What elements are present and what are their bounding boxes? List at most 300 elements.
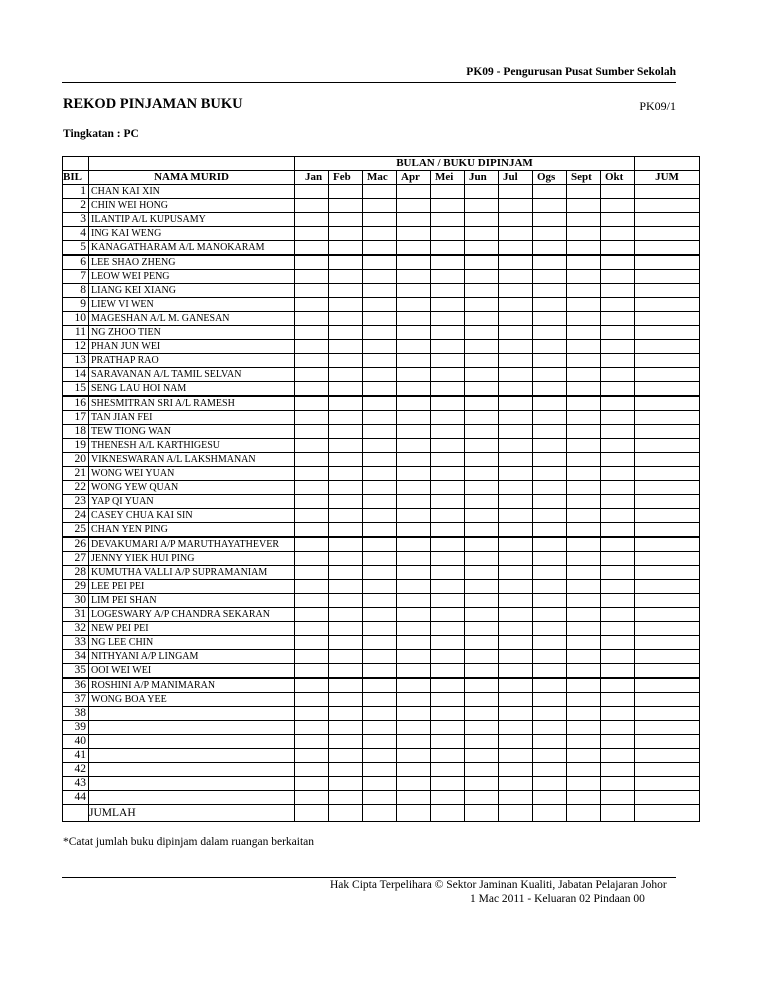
month-cell[interactable] [363,608,397,622]
month-cell[interactable] [397,749,431,763]
month-cell[interactable] [465,425,499,439]
month-cell[interactable] [567,608,601,622]
month-cell[interactable] [465,213,499,227]
month-cell[interactable] [533,255,567,270]
row-total-cell[interactable] [635,735,700,749]
month-cell[interactable] [499,763,533,777]
month-cell[interactable] [465,523,499,538]
month-cell[interactable] [431,439,465,453]
month-cell[interactable] [601,241,635,256]
month-cell[interactable] [295,298,329,312]
month-cell[interactable] [465,749,499,763]
month-cell[interactable] [601,608,635,622]
month-cell[interactable] [567,721,601,735]
month-cell[interactable] [363,312,397,326]
month-cell[interactable] [465,777,499,791]
month-cell[interactable] [329,636,363,650]
month-cell[interactable] [567,396,601,411]
month-cell[interactable] [329,382,363,397]
month-cell[interactable] [465,608,499,622]
month-cell[interactable] [363,213,397,227]
month-cell[interactable] [533,749,567,763]
month-cell[interactable] [533,566,567,580]
month-cell[interactable] [295,270,329,284]
month-cell[interactable] [567,537,601,552]
month-cell[interactable] [567,326,601,340]
row-total-cell[interactable] [635,270,700,284]
month-cell[interactable] [533,678,567,693]
month-cell[interactable] [567,340,601,354]
month-cell[interactable] [499,791,533,805]
month-cell[interactable] [431,199,465,213]
month-cell[interactable] [295,523,329,538]
month-cell[interactable] [363,707,397,721]
month-cell[interactable] [363,340,397,354]
month-cell[interactable] [533,735,567,749]
month-cell[interactable] [329,622,363,636]
row-total-cell[interactable] [635,382,700,397]
month-cell[interactable] [329,227,363,241]
row-total-cell[interactable] [635,185,700,199]
month-cell[interactable] [363,481,397,495]
month-cell[interactable] [329,509,363,523]
month-cell[interactable] [567,368,601,382]
month-cell[interactable] [295,650,329,664]
month-cell[interactable] [329,594,363,608]
month-cell[interactable] [465,255,499,270]
month-cell[interactable] [465,439,499,453]
month-cell[interactable] [601,453,635,467]
row-total-cell[interactable] [635,636,700,650]
month-cell[interactable] [431,622,465,636]
month-cell[interactable] [567,467,601,481]
total-cell[interactable] [329,805,363,822]
row-total-cell[interactable] [635,312,700,326]
total-cell[interactable] [567,805,601,822]
month-cell[interactable] [431,411,465,425]
month-cell[interactable] [601,693,635,707]
month-cell[interactable] [465,270,499,284]
month-cell[interactable] [329,537,363,552]
month-cell[interactable] [533,509,567,523]
month-cell[interactable] [499,326,533,340]
month-cell[interactable] [397,537,431,552]
month-cell[interactable] [295,791,329,805]
month-cell[interactable] [295,439,329,453]
month-cell[interactable] [601,622,635,636]
month-cell[interactable] [295,693,329,707]
month-cell[interactable] [295,368,329,382]
month-cell[interactable] [601,594,635,608]
month-cell[interactable] [601,791,635,805]
month-cell[interactable] [363,411,397,425]
month-cell[interactable] [431,580,465,594]
month-cell[interactable] [329,255,363,270]
month-cell[interactable] [567,382,601,397]
month-cell[interactable] [533,368,567,382]
month-cell[interactable] [601,495,635,509]
month-cell[interactable] [567,580,601,594]
month-cell[interactable] [397,791,431,805]
month-cell[interactable] [431,382,465,397]
month-cell[interactable] [295,622,329,636]
month-cell[interactable] [431,664,465,679]
month-cell[interactable] [431,368,465,382]
month-cell[interactable] [363,523,397,538]
month-cell[interactable] [363,693,397,707]
month-cell[interactable] [363,284,397,298]
month-cell[interactable] [363,721,397,735]
month-cell[interactable] [329,523,363,538]
month-cell[interactable] [499,749,533,763]
month-cell[interactable] [465,566,499,580]
month-cell[interactable] [465,622,499,636]
month-cell[interactable] [295,664,329,679]
month-cell[interactable] [601,284,635,298]
month-cell[interactable] [431,354,465,368]
month-cell[interactable] [533,270,567,284]
month-cell[interactable] [567,298,601,312]
month-cell[interactable] [431,298,465,312]
month-cell[interactable] [329,425,363,439]
month-cell[interactable] [431,537,465,552]
month-cell[interactable] [533,552,567,566]
month-cell[interactable] [533,439,567,453]
month-cell[interactable] [465,284,499,298]
month-cell[interactable] [363,777,397,791]
month-cell[interactable] [295,326,329,340]
month-cell[interactable] [499,707,533,721]
month-cell[interactable] [431,396,465,411]
month-cell[interactable] [431,523,465,538]
month-cell[interactable] [363,678,397,693]
month-cell[interactable] [499,185,533,199]
month-cell[interactable] [465,453,499,467]
month-cell[interactable] [295,636,329,650]
month-cell[interactable] [533,312,567,326]
month-cell[interactable] [295,255,329,270]
month-cell[interactable] [397,622,431,636]
month-cell[interactable] [295,312,329,326]
month-cell[interactable] [499,509,533,523]
month-cell[interactable] [295,537,329,552]
total-cell[interactable] [295,805,329,822]
month-cell[interactable] [431,255,465,270]
month-cell[interactable] [533,227,567,241]
month-cell[interactable] [397,298,431,312]
month-cell[interactable] [533,777,567,791]
month-cell[interactable] [601,396,635,411]
month-cell[interactable] [397,566,431,580]
month-cell[interactable] [533,537,567,552]
month-cell[interactable] [431,213,465,227]
month-cell[interactable] [601,523,635,538]
month-cell[interactable] [533,326,567,340]
month-cell[interactable] [533,636,567,650]
month-cell[interactable] [465,693,499,707]
month-cell[interactable] [295,707,329,721]
month-cell[interactable] [397,284,431,298]
month-cell[interactable] [533,425,567,439]
month-cell[interactable] [363,594,397,608]
month-cell[interactable] [499,721,533,735]
month-cell[interactable] [499,213,533,227]
month-cell[interactable] [465,481,499,495]
month-cell[interactable] [295,566,329,580]
month-cell[interactable] [329,721,363,735]
month-cell[interactable] [363,650,397,664]
month-cell[interactable] [397,777,431,791]
month-cell[interactable] [601,636,635,650]
month-cell[interactable] [567,566,601,580]
month-cell[interactable] [567,678,601,693]
month-cell[interactable] [295,608,329,622]
month-cell[interactable] [465,411,499,425]
month-cell[interactable] [465,552,499,566]
month-cell[interactable] [601,213,635,227]
month-cell[interactable] [499,622,533,636]
month-cell[interactable] [329,608,363,622]
month-cell[interactable] [329,566,363,580]
month-cell[interactable] [295,467,329,481]
month-cell[interactable] [465,636,499,650]
month-cell[interactable] [533,185,567,199]
row-total-cell[interactable] [635,552,700,566]
month-cell[interactable] [533,284,567,298]
month-cell[interactable] [363,622,397,636]
month-cell[interactable] [567,199,601,213]
month-cell[interactable] [363,763,397,777]
month-cell[interactable] [567,636,601,650]
month-cell[interactable] [329,791,363,805]
month-cell[interactable] [499,552,533,566]
month-cell[interactable] [499,227,533,241]
month-cell[interactable] [567,664,601,679]
month-cell[interactable] [499,340,533,354]
month-cell[interactable] [431,326,465,340]
row-total-cell[interactable] [635,326,700,340]
row-total-cell[interactable] [635,693,700,707]
month-cell[interactable] [465,185,499,199]
month-cell[interactable] [567,439,601,453]
row-total-cell[interactable] [635,425,700,439]
month-cell[interactable] [363,537,397,552]
month-cell[interactable] [397,664,431,679]
month-cell[interactable] [533,453,567,467]
month-cell[interactable] [397,326,431,340]
month-cell[interactable] [533,622,567,636]
month-cell[interactable] [465,368,499,382]
month-cell[interactable] [601,227,635,241]
month-cell[interactable] [533,791,567,805]
month-cell[interactable] [567,763,601,777]
row-total-cell[interactable] [635,523,700,538]
month-cell[interactable] [499,425,533,439]
total-cell[interactable] [431,805,465,822]
row-total-cell[interactable] [635,763,700,777]
month-cell[interactable] [295,735,329,749]
month-cell[interactable] [499,396,533,411]
month-cell[interactable] [431,749,465,763]
month-cell[interactable] [295,411,329,425]
month-cell[interactable] [533,382,567,397]
month-cell[interactable] [499,241,533,256]
row-total-cell[interactable] [635,255,700,270]
month-cell[interactable] [329,270,363,284]
month-cell[interactable] [533,467,567,481]
month-cell[interactable] [431,270,465,284]
row-total-cell[interactable] [635,580,700,594]
month-cell[interactable] [397,241,431,256]
month-cell[interactable] [567,354,601,368]
total-cell[interactable] [533,805,567,822]
month-cell[interactable] [499,537,533,552]
month-cell[interactable] [295,678,329,693]
month-cell[interactable] [567,185,601,199]
total-cell[interactable] [397,805,431,822]
month-cell[interactable] [295,580,329,594]
month-cell[interactable] [329,439,363,453]
month-cell[interactable] [499,481,533,495]
month-cell[interactable] [363,396,397,411]
month-cell[interactable] [465,791,499,805]
month-cell[interactable] [431,481,465,495]
month-cell[interactable] [431,340,465,354]
month-cell[interactable] [499,650,533,664]
month-cell[interactable] [431,650,465,664]
month-cell[interactable] [431,763,465,777]
month-cell[interactable] [363,636,397,650]
month-cell[interactable] [397,594,431,608]
month-cell[interactable] [329,580,363,594]
month-cell[interactable] [329,650,363,664]
month-cell[interactable] [431,509,465,523]
month-cell[interactable] [329,368,363,382]
month-cell[interactable] [397,213,431,227]
row-total-cell[interactable] [635,213,700,227]
month-cell[interactable] [295,284,329,298]
month-cell[interactable] [329,467,363,481]
month-cell[interactable] [601,580,635,594]
month-cell[interactable] [533,650,567,664]
month-cell[interactable] [329,213,363,227]
month-cell[interactable] [533,594,567,608]
month-cell[interactable] [431,453,465,467]
month-cell[interactable] [601,270,635,284]
month-cell[interactable] [465,382,499,397]
month-cell[interactable] [397,411,431,425]
month-cell[interactable] [397,707,431,721]
month-cell[interactable] [431,495,465,509]
month-cell[interactable] [295,749,329,763]
month-cell[interactable] [295,396,329,411]
month-cell[interactable] [533,580,567,594]
month-cell[interactable] [465,678,499,693]
month-cell[interactable] [431,636,465,650]
month-cell[interactable] [499,439,533,453]
month-cell[interactable] [295,241,329,256]
row-total-cell[interactable] [635,721,700,735]
month-cell[interactable] [499,693,533,707]
month-cell[interactable] [329,453,363,467]
month-cell[interactable] [499,678,533,693]
month-cell[interactable] [295,594,329,608]
month-cell[interactable] [601,678,635,693]
month-cell[interactable] [601,326,635,340]
row-total-cell[interactable] [635,467,700,481]
month-cell[interactable] [499,284,533,298]
month-cell[interactable] [363,368,397,382]
month-cell[interactable] [601,382,635,397]
month-cell[interactable] [329,749,363,763]
month-cell[interactable] [499,523,533,538]
month-cell[interactable] [567,622,601,636]
month-cell[interactable] [567,411,601,425]
month-cell[interactable] [533,241,567,256]
month-cell[interactable] [363,495,397,509]
month-cell[interactable] [397,636,431,650]
month-cell[interactable] [533,481,567,495]
month-cell[interactable] [363,185,397,199]
month-cell[interactable] [465,495,499,509]
month-cell[interactable] [601,777,635,791]
month-cell[interactable] [295,495,329,509]
month-cell[interactable] [601,467,635,481]
month-cell[interactable] [295,227,329,241]
total-cell[interactable] [465,805,499,822]
total-cell[interactable] [363,805,397,822]
row-total-cell[interactable] [635,777,700,791]
month-cell[interactable] [499,580,533,594]
month-cell[interactable] [329,552,363,566]
month-cell[interactable] [533,707,567,721]
month-cell[interactable] [465,650,499,664]
month-cell[interactable] [465,664,499,679]
month-cell[interactable] [567,425,601,439]
month-cell[interactable] [601,298,635,312]
month-cell[interactable] [363,791,397,805]
month-cell[interactable] [363,749,397,763]
month-cell[interactable] [533,608,567,622]
month-cell[interactable] [431,241,465,256]
month-cell[interactable] [499,735,533,749]
month-cell[interactable] [397,763,431,777]
row-total-cell[interactable] [635,227,700,241]
month-cell[interactable] [567,693,601,707]
month-cell[interactable] [465,763,499,777]
month-cell[interactable] [431,777,465,791]
month-cell[interactable] [295,509,329,523]
month-cell[interactable] [329,664,363,679]
month-cell[interactable] [499,270,533,284]
month-cell[interactable] [601,199,635,213]
month-cell[interactable] [533,396,567,411]
row-total-cell[interactable] [635,707,700,721]
month-cell[interactable] [363,552,397,566]
month-cell[interactable] [329,298,363,312]
row-total-cell[interactable] [635,608,700,622]
month-cell[interactable] [397,185,431,199]
month-cell[interactable] [601,439,635,453]
month-cell[interactable] [601,707,635,721]
month-cell[interactable] [601,425,635,439]
month-cell[interactable] [363,509,397,523]
month-cell[interactable] [295,481,329,495]
month-cell[interactable] [363,270,397,284]
month-cell[interactable] [397,467,431,481]
month-cell[interactable] [601,735,635,749]
month-cell[interactable] [363,354,397,368]
